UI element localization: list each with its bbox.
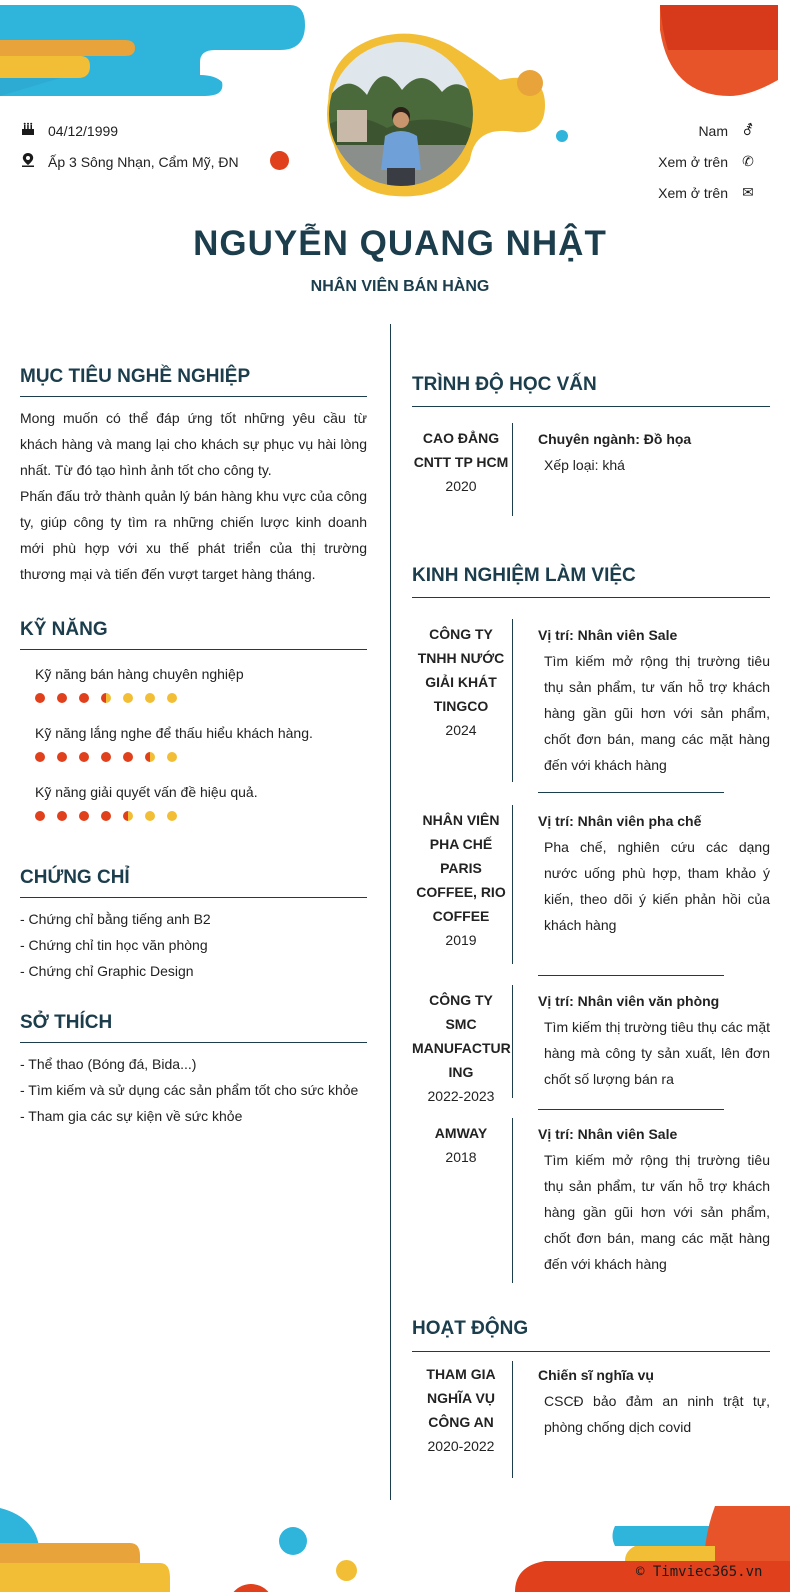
- experience-org-line: CÔNG TY SMC: [429, 992, 493, 1032]
- experience-org-line: TNHH NƯỚC: [417, 650, 505, 666]
- objective-text-2: Phấn đấu trở thành quản lý bán hàng khu vực của công ty, giúp công ty tìm ra những chiến lược kinh doanh mới phù hợp với xu thế phát triển của thị trường thương mại và tiến đến vượt target hàng tháng.: [20, 488, 367, 582]
- experience-org-line: AMWAY: [434, 1125, 488, 1141]
- activity-org-line: NGHĨA VỤ: [427, 1390, 495, 1406]
- experience-detail: [538, 622, 770, 778]
- skill-label: Kỹ năng giải quyết vấn đề hiệu quả.: [35, 784, 258, 800]
- experience-separator: [538, 1109, 724, 1110]
- experience-desc: Pha chế, nghiên cứu các dạng nước uống phù hợp, tham khảo ý kiến, theo dõi ý kiến phản hồi của khách hàng: [544, 839, 770, 933]
- rating-dot: [123, 811, 133, 821]
- phone-text: Xem ở trên: [658, 153, 728, 170]
- hobby-item: - Thể thao (Bóng đá, Bida...): [20, 1056, 197, 1072]
- avatar: [327, 40, 475, 188]
- email-text: Xem ở trên: [658, 184, 728, 201]
- education-school-line: CAO ĐẲNG: [422, 430, 500, 446]
- certificates-rule: [20, 897, 367, 898]
- rating-dot: [57, 811, 67, 821]
- education-year: 2020: [445, 478, 477, 494]
- decor-dot-yellow-bottom: [336, 1560, 357, 1581]
- activity-org-line: CÔNG AN: [428, 1414, 494, 1430]
- top-right-decoration: [660, 0, 800, 100]
- rating-dot: [167, 693, 177, 703]
- experience-year: 2019: [445, 932, 477, 948]
- experience-divider: [512, 1118, 513, 1283]
- experience-org-line: CÔNG TY: [429, 626, 493, 642]
- certificate-item: - Chứng chỉ Graphic Design: [20, 963, 194, 979]
- address-text: Ấp 3 Sông Nhạn, Cẩm Mỹ, ĐN: [48, 153, 239, 170]
- education-school: [412, 426, 510, 498]
- cake-icon: [20, 122, 36, 139]
- experience-org-line: ING: [448, 1064, 474, 1080]
- rating-dot: [35, 811, 45, 821]
- education-detail: [538, 426, 770, 478]
- education-rule: [412, 406, 770, 407]
- rating-dot: [167, 811, 177, 821]
- experience-divider: [512, 805, 513, 964]
- hobbies-rule: [20, 1042, 367, 1043]
- activity-position: Chiến sĩ nghĩa vụ: [538, 1367, 654, 1383]
- hobby-item: - Tìm kiếm và sử dụng các sản phẩm tốt cho sức khỏe: [20, 1082, 359, 1098]
- education-divider: [512, 423, 513, 516]
- experience-org-line: COFFEE: [432, 908, 490, 924]
- skill-rating: [35, 693, 177, 703]
- experience-year: 2024: [445, 722, 477, 738]
- rating-dot: [35, 752, 45, 762]
- experience-rule: [412, 597, 770, 598]
- experience-org-line: TINGCO: [433, 698, 489, 714]
- decor-dot-red: [270, 151, 289, 170]
- experience-org: [412, 808, 510, 952]
- envelope-icon: ✉: [742, 184, 754, 200]
- experience-detail: [538, 988, 770, 1092]
- education-heading: TRÌNH ĐỘ HỌC VẤN: [412, 374, 597, 395]
- experience-divider: [512, 985, 513, 1098]
- skill-rating: [35, 811, 177, 821]
- experience-heading: KINH NGHIỆM LÀM VIỆC: [412, 565, 636, 586]
- skills-heading: KỸ NĂNG: [20, 619, 108, 640]
- experience-year: 2018: [445, 1149, 477, 1165]
- skill-rating: [35, 752, 177, 762]
- rating-dot: [57, 693, 67, 703]
- gender-icon: ⚦: [742, 122, 754, 138]
- rating-dot: [145, 752, 155, 762]
- activity-divider: [512, 1361, 513, 1478]
- gender-row: [536, 122, 756, 139]
- experience-org-line: MANUFACTUR: [412, 1040, 511, 1056]
- rating-dot: [101, 811, 111, 821]
- activity-detail: [538, 1362, 770, 1440]
- experience-position: Vị trí: Nhân viên Sale: [538, 1126, 678, 1142]
- objective-heading: MỤC TIÊU NGHỀ NGHIỆP: [20, 366, 251, 387]
- address-row: [20, 153, 239, 170]
- activities-heading: HOẠT ĐỘNG: [412, 1318, 529, 1339]
- decor-dot-blue-bottom: [279, 1527, 307, 1555]
- rating-dot: [101, 752, 111, 762]
- experience-org-line: PHA CHẾ: [429, 836, 493, 852]
- experience-desc: Tìm kiếm mở rộng thị trường tiêu thụ sản phẩm, tư vấn hỗ trợ khách hàng gần gũi hơn với sản phẩm, chốt đơn bán, mang các mặt hàng đến với khách hàng: [544, 1152, 770, 1272]
- email-row: [536, 184, 756, 201]
- activity-year: 2020-2022: [427, 1438, 495, 1454]
- column-divider: [390, 324, 391, 1500]
- decor-half-red-bottom: [228, 1584, 274, 1592]
- rating-dot: [167, 752, 177, 762]
- activity-org: [412, 1362, 510, 1458]
- experience-detail: [538, 808, 770, 938]
- experience-divider: [512, 619, 513, 782]
- experience-org: [412, 622, 510, 742]
- candidate-name: NGUYỄN QUANG NHẬT: [193, 224, 607, 263]
- bottom-left-decoration: [0, 1508, 180, 1592]
- certificate-item: - Chứng chỉ tin học văn phòng: [20, 937, 208, 953]
- education-major: Chuyên ngành: Đồ họa: [538, 431, 692, 447]
- experience-detail: [538, 1121, 770, 1277]
- top-left-decoration: [0, 0, 310, 100]
- watermark: © Timviec365.vn: [636, 1564, 763, 1580]
- rating-dot: [145, 693, 155, 703]
- experience-desc: Tìm kiếm mở rộng thị trường tiêu thụ sản phẩm, tư vấn hỗ trợ khách hàng gần gũi hơn với sản phẩm, chốt đơn bán, mang các mặt hàng đến với khách hàng: [544, 653, 770, 773]
- experience-separator: [538, 792, 724, 793]
- rating-dot: [123, 693, 133, 703]
- experience-position: Vị trí: Nhân viên văn phòng: [538, 993, 720, 1009]
- skills-rule: [20, 649, 367, 650]
- experience-separator: [538, 975, 724, 976]
- skill-label: Kỹ năng bán hàng chuyên nghiệp: [35, 666, 244, 682]
- birthday-text: 04/12/1999: [48, 122, 119, 139]
- hobby-item: - Tham gia các sự kiện về sức khỏe: [20, 1108, 243, 1124]
- rating-dot: [79, 811, 89, 821]
- experience-org-line: COFFEE, RIO: [416, 884, 506, 900]
- candidate-title: NHÂN VIÊN BÁN HÀNG: [310, 278, 490, 295]
- phone-icon: ✆: [742, 153, 754, 169]
- rating-dot: [35, 693, 45, 703]
- experience-org: [412, 988, 510, 1108]
- rating-dot: [123, 752, 133, 762]
- rating-dot: [57, 752, 67, 762]
- experience-org-line: NHÂN VIÊN: [422, 812, 500, 828]
- experience-org: [412, 1121, 510, 1169]
- experience-desc: Tìm kiếm thị trường tiêu thụ các mặt hàng mà công ty sản xuất, lên đơn chốt số lượng bán ra: [544, 1019, 770, 1087]
- education-school-line: CNTT TP HCM: [413, 454, 509, 470]
- rating-dot: [101, 693, 111, 703]
- location-pin-icon: [20, 153, 36, 170]
- objective-rule: [20, 396, 367, 397]
- phone-row: [536, 153, 756, 170]
- activity-desc: CSCĐ bảo đảm an ninh trật tự, phòng chống dịch covid: [544, 1393, 770, 1435]
- experience-year: 2022-2023: [427, 1088, 495, 1104]
- rating-dot: [145, 811, 155, 821]
- activities-rule: [412, 1351, 770, 1352]
- birthday-row: [20, 122, 118, 139]
- rating-dot: [79, 752, 89, 762]
- education-grade: Xếp loại: khá: [544, 457, 625, 473]
- activity-org-line: THAM GIA: [426, 1366, 496, 1382]
- experience-position: Vị trí: Nhân viên pha chế: [538, 813, 702, 829]
- certificates-heading: CHỨNG CHỈ: [20, 867, 130, 888]
- experience-org-line: PARIS: [440, 860, 482, 876]
- certificate-item: - Chứng chỉ bằng tiếng anh B2: [20, 911, 211, 927]
- experience-position: Vị trí: Nhân viên Sale: [538, 627, 678, 643]
- objective-text-1: Mong muốn có thể đáp ứng tốt những yêu cầu từ khách hàng và mang lại cho khách sự phục vụ hài lòng nhất. Từ đó tạo hình ảnh tốt cho công ty.: [20, 410, 367, 478]
- experience-org-line: GIẢI KHÁT: [425, 674, 497, 690]
- gender-text: Nam: [698, 122, 728, 139]
- rating-dot: [79, 693, 89, 703]
- skill-label: Kỹ năng lắng nghe để thấu hiểu khách hàng.: [35, 725, 313, 741]
- hobbies-heading: SỞ THÍCH: [20, 1012, 113, 1033]
